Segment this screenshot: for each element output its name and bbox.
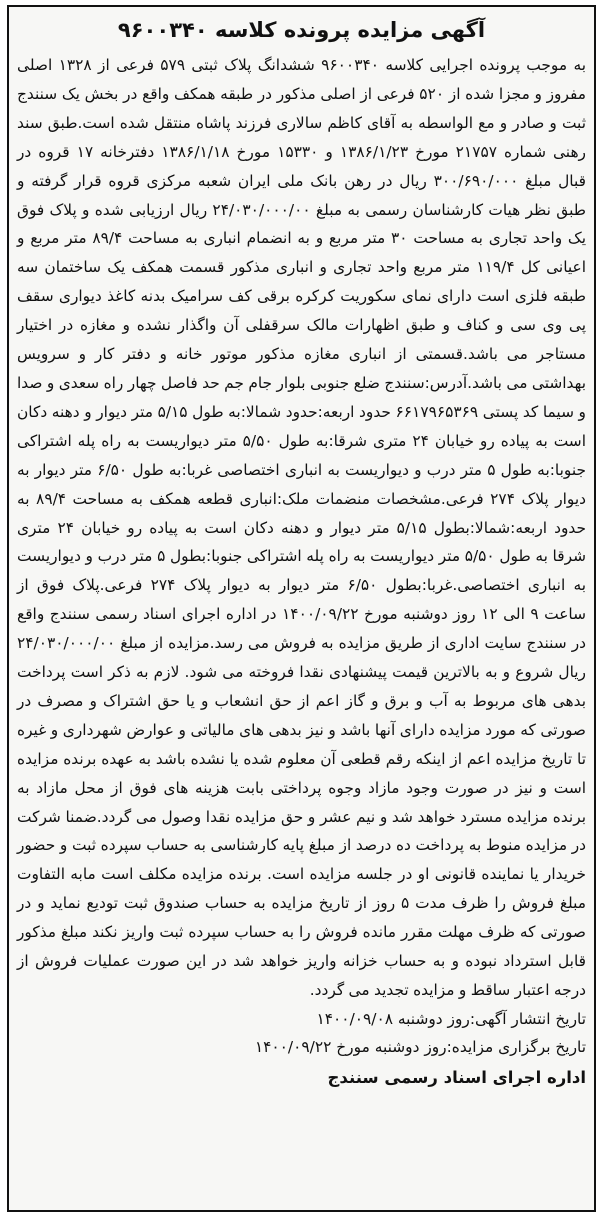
notice-title: آگهی مزایده پرونده کلاسه ۹۶۰۰۳۴۰ [117,18,486,42]
auction-date: تاریخ برگزاری مزایده:روز دوشنبه مورخ ۱۴۰۰/۰۹/۲۲ [254,1037,586,1056]
notice-frame [7,5,596,1212]
publish-date: تاریخ انتشار آگهی:روز دوشنبه ۱۴۰۰/۰۹/۰۸ [316,1009,586,1028]
notice-body: به موجب پرونده اجرایی کلاسه ۹۶۰۰۳۴۰ ششدانگ پلاک ثبتی ۵۷۹ فرعی از ۱۳۲۸ اصلی مفروز و مجزا شده از ۵۲۰ فرعی از اصلی مذکور در طبقه همکف واقع در بخش یک سنندج ثبت و صادر و مع الواسطه به آقای کاظم سالاری فرزند پاشاه منتقل شده است.طبق سند رهنی شماره ۲۱۷۵۷ مورخ ۱۳۸۶/۱/۲۳ و ۱۵۳۳۰ مورخ ۱۳۸۶/۱/۱۸ دفترخانه ۱۷ قروه در قبال مبلغ ۳۰۰/۶۹۰/۰۰۰ ریال در رهن بانک ملی ایران شعبه مرکزی قروه قرار گرفته و طبق نظر هیات کارشناسان رسمی به مبلغ ۲۴/۰۳۰/۰۰۰/۰۰ ریال ارزیابی شده و پلاک فوق یک واحد تجاری به مساحت ۳۰ متر مربع و به انضمام انباری به مساحت ۸۹/۴ متر مربع و اعیانی کل ۱۱۹/۴ متر مربع واحد تجاری و انباری مذکور قسمت همکف یک ساختمان سه طبقه فلزی است دارای نمای سکوریت کرکره برقی کف سرامیک بدنه کاغذ دیواری سقف پی وی سی و کناف و طبق اظهارات مالک سرقفلی آن واگذار نشده و مغازه در اختیار مستاجر می باشد.قسمتی از انباری مغازه مذکور موتور خانه و دفتر کار و سرویس بهداشتی می باشد.آدرس:سنندج ضلع جنوبی بلوار جام جم حد فاصل چهار راه سعدی و صدا و سیما کد پستی ۶۶۱۷۹۶۵۳۶۹ حدود اربعه:حدود شمالا:به طول ۵/۱۵ متر دیوار و دهنه دکان است به پیاده رو خیابان ۲۴ متری شرقا:به طول ۵/۵۰ متر دیواریست به راه پله اشتراکی جنوبا:به طول ۵ متر درب و دیواریست به انباری اختصاصی غربا:به طول ۶/۵۰ متر دیوار به دیوار پلاک ۲۷۴ فرعی.مشخصات منضمات ملک:انباری قطعه همکف به مساحت ۸۹/۴ به حدود اربعه:شمالا:بطول ۵/۱۵ متر دیوار و دهنه دکان است به پیاده رو خیابان ۲۴ متری شرقا به طول ۵/۵۰ متر دیواریست به راه پله اشتراکی جنوبا:بطول ۵ متر درب و دیواریست به انباری اختصاصی.غربا:بطول ۶/۵۰ متر دیوار به دیوار پلاک ۲۷۴ فرعی.پلاک فوق از ساعت ۹ الی ۱۲ روز دوشنبه مورخ ۱۴۰۰/۰۹/۲۲ در اداره اجرای اسناد رسمی سنندج واقع در سنندج سایت اداری از طریق مزایده به فروش می رسد.مزایده از مبلغ ۲۴/۰۳۰/۰۰۰/۰۰ ریال شروع و به بالاترین قیمت پیشنهادی نقدا فروخته می شود. لازم به ذکر است پرداخت بدهی های مربوط به آب و برق و گاز اعم از حق انشعاب و یا حق اشتراک و مصرف در صورتی که مورد مزایده دارای آنها باشد و نیز بدهی های مالیاتی و عوارض شهرداری و غیره تا تاریخ مزایده اعم از اینکه رقم قطعی آن معلوم شده یا نشده باشد به عهده برنده مزایده است و نیز در صورت وجود مازاد وجوه پرداختی بابت هزینه های فوق از محل مازاد به برنده مزایده مسترد خواهد شد و نیم عشر و حق مزایده نقدا وصول می گردد.ضمنا شرکت در مزایده منوط به پرداخت ده درصد از مبلغ پایه کارشناسی به حساب سپرده ثبت و حضور خریدار یا نماینده قانونی او در جلسه مزایده است. برنده مزایده مکلف است مابه التفاوت مبلغ فروش را ظرف مدت ۵ روز از تاریخ مزایده به حساب صندوق ثبت تودیع نماید و در صورتی که ظرف مهلت مقرر مانده فروش را به حساب سپرده ثبت واریز نکند مبلغ مذکور قابل استرداد نبوده و به حساب خزانه واریز خواهد شد در این صورت عملیات فروش از درجه اعتبار ساقط و مزایده تجدید می گردد. [17,56,587,999]
issuing-office: اداره اجرای اسناد رسمی سنندج [327,1067,586,1087]
